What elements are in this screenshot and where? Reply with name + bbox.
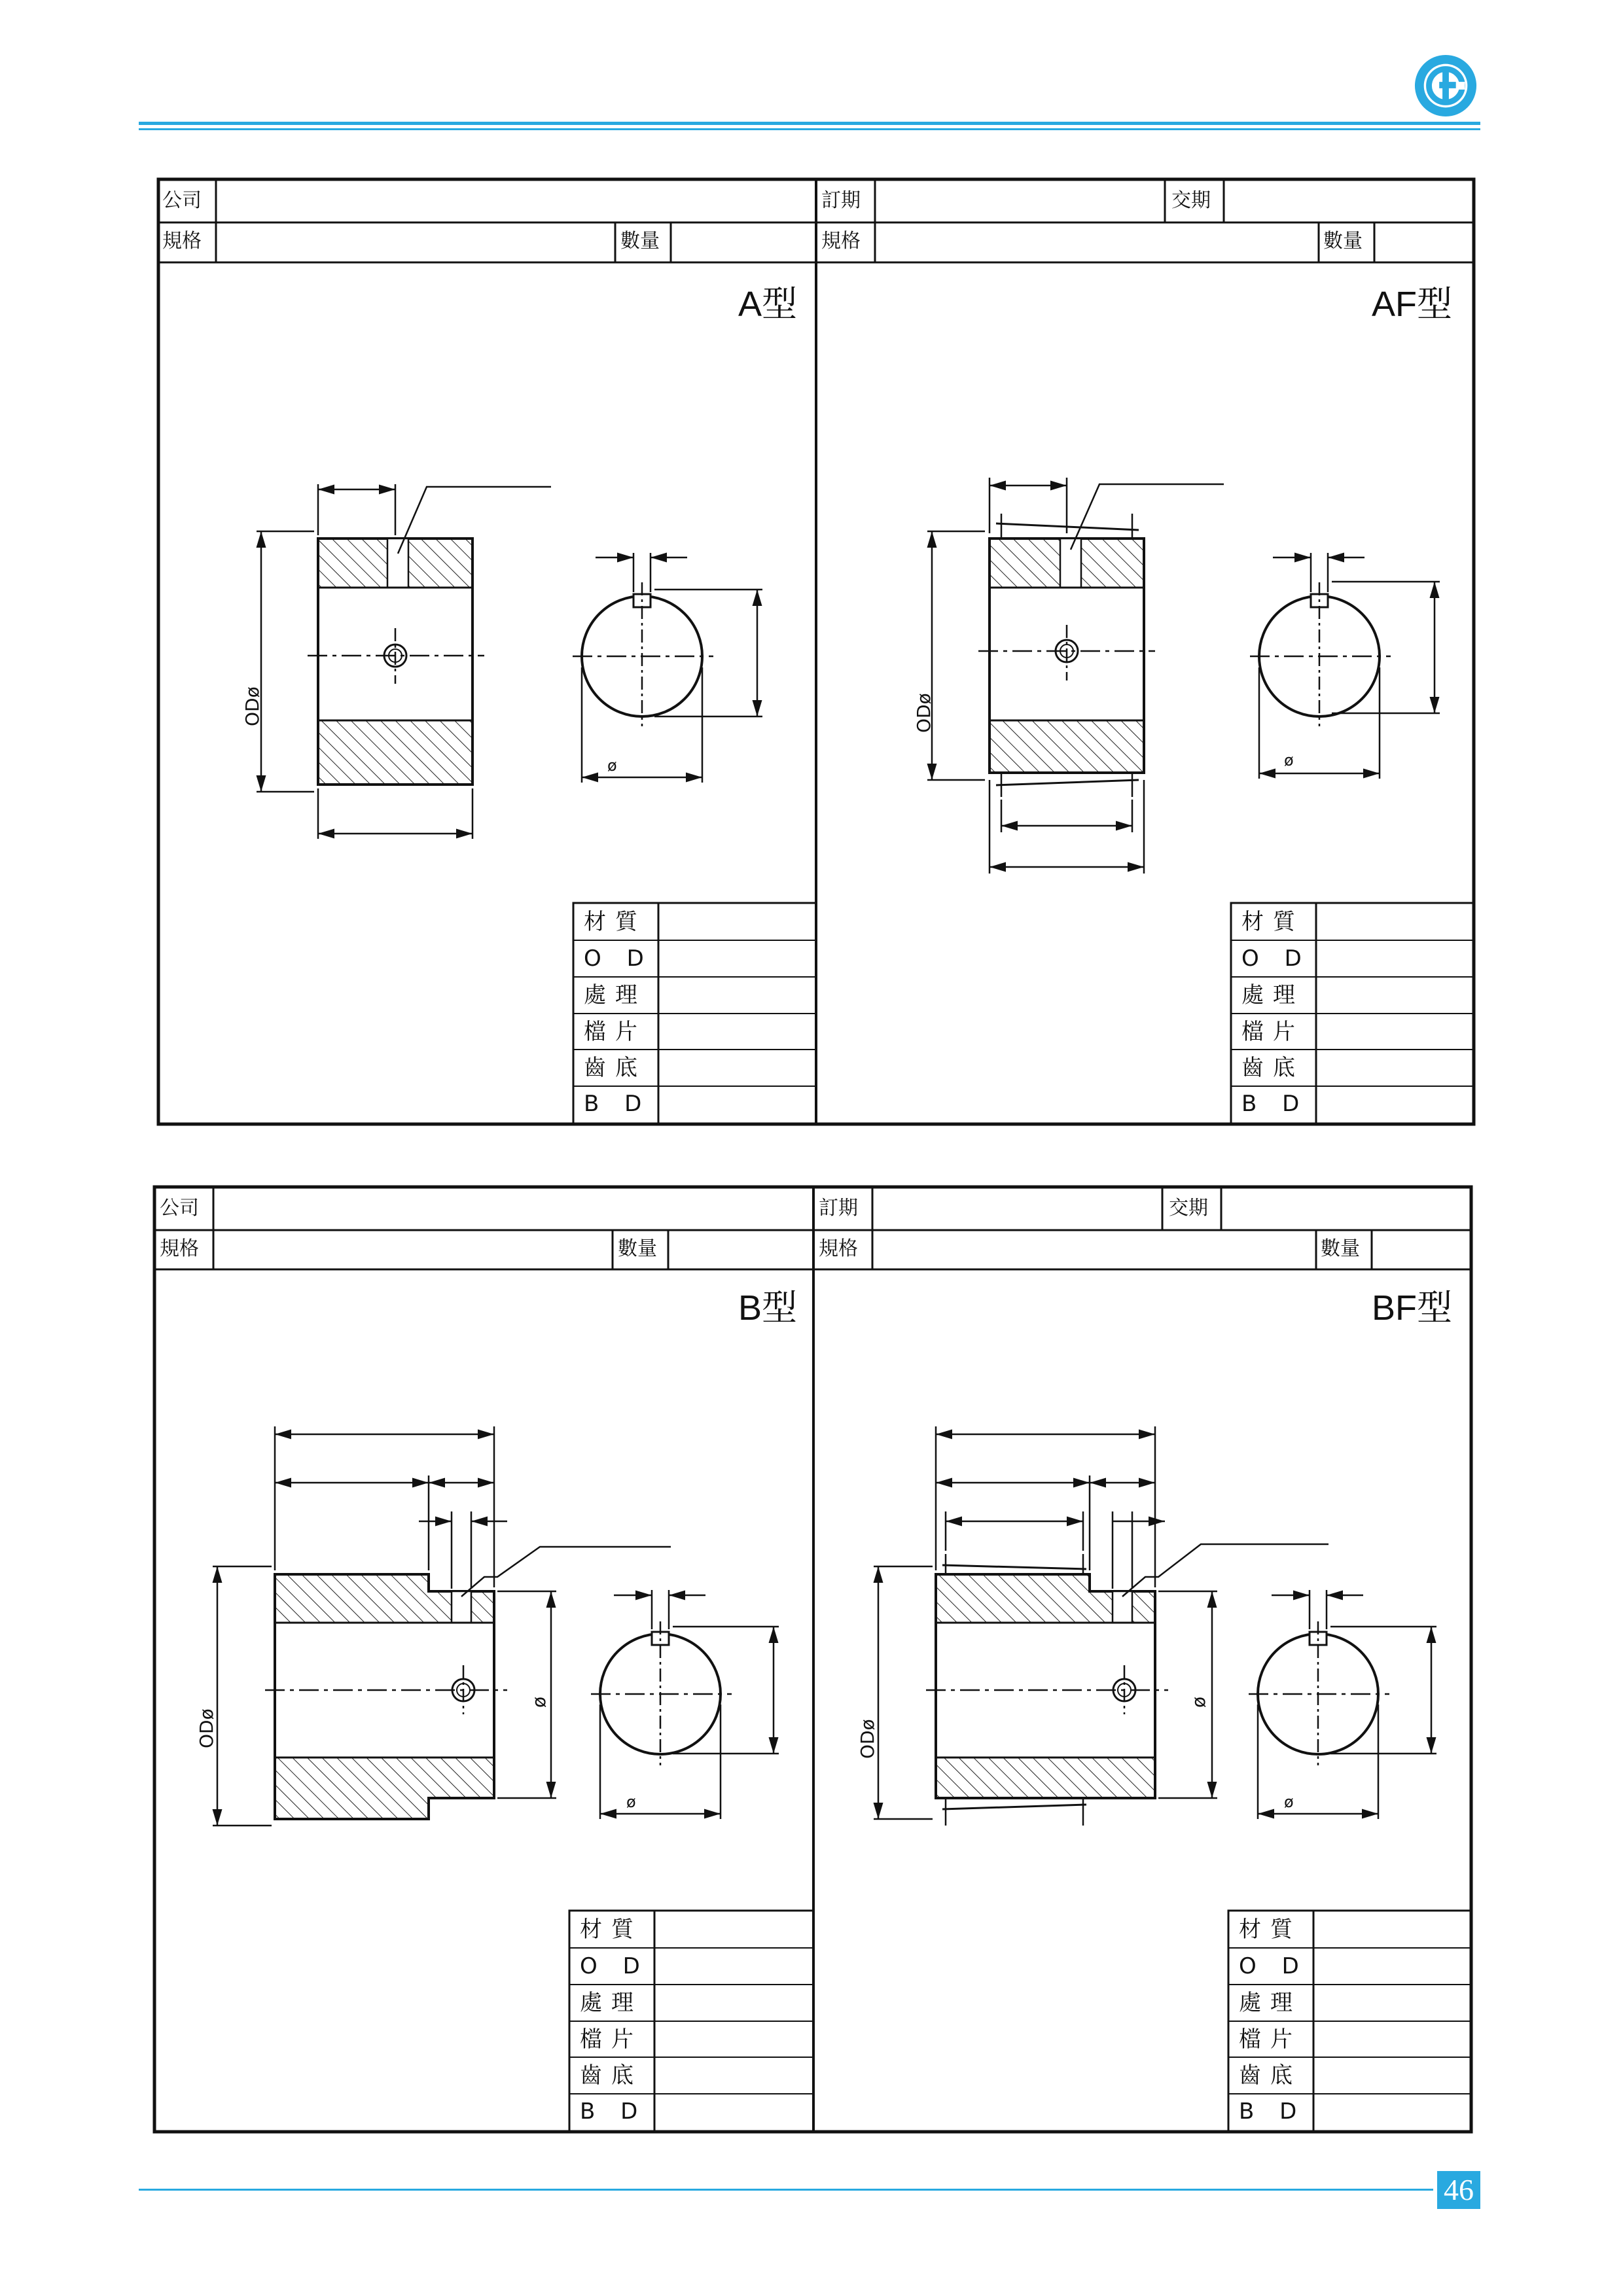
delivery-label: 交期 xyxy=(1171,189,1211,212)
delivery-label: 交期 xyxy=(1169,1197,1208,1220)
spec-tooth-root-label: 齒底 xyxy=(1241,1055,1304,1081)
qty-label: 數量 xyxy=(1321,1237,1360,1260)
bore-dimension-label: ø xyxy=(626,1793,636,1811)
spec-treatment-label: 處理 xyxy=(1239,1990,1302,2016)
qty-label: 數量 xyxy=(1323,230,1363,253)
spec-od-label: O D xyxy=(584,945,653,972)
spec-treatment-label: 處理 xyxy=(584,982,647,1008)
spec-flange-label: 檔片 xyxy=(580,2026,643,2053)
spec-label: 規格 xyxy=(160,1237,199,1260)
qty-label: 數量 xyxy=(618,1237,657,1260)
spec-material-label: 材質 xyxy=(580,1916,643,1943)
spec-bd-label: B D xyxy=(584,1091,651,1117)
hub-dimension-label: ø xyxy=(1188,1696,1209,1708)
bore-dimension-label: ø xyxy=(1284,751,1294,769)
af-type-drawing xyxy=(927,478,1440,874)
spec-material-label: 材質 xyxy=(1239,1916,1302,1943)
od-dimension-label: ODø xyxy=(913,693,935,733)
spec-bd-label: B D xyxy=(580,2098,647,2125)
spec-label: 規格 xyxy=(819,1237,858,1260)
company-label: 公司 xyxy=(160,1197,199,1220)
spec-material-label: 材質 xyxy=(584,909,647,935)
bore-dimension-label: ø xyxy=(1284,1793,1294,1811)
type-af-label: AF型 xyxy=(1372,285,1453,324)
spec-bd-label: B D xyxy=(1239,2098,1306,2125)
company-label: 公司 xyxy=(162,189,202,212)
od-dimension-label: ODø xyxy=(857,1719,878,1759)
spec-flange-label: 檔片 xyxy=(584,1019,647,1045)
spec-label: 規格 xyxy=(162,230,202,253)
type-a-label: A型 xyxy=(738,285,798,324)
spec-flange-label: 檔片 xyxy=(1239,2026,1302,2053)
spec-tooth-root-label: 齒底 xyxy=(1239,2062,1302,2089)
spec-label: 規格 xyxy=(821,230,861,253)
spec-bd-label: B D xyxy=(1241,1091,1309,1117)
spec-tooth-root-label: 齒底 xyxy=(584,1055,647,1081)
spec-material-label: 材質 xyxy=(1241,909,1304,935)
footer-rule xyxy=(139,2189,1433,2191)
od-dimension-label: ODø xyxy=(241,686,263,726)
od-dimension-label: ODø xyxy=(196,1708,217,1748)
b-type-drawing xyxy=(213,1426,779,1826)
page-number: 46 xyxy=(1437,2171,1480,2209)
bore-dimension-label: ø xyxy=(607,756,617,775)
spec-flange-label: 檔片 xyxy=(1241,1019,1304,1045)
spec-treatment-label: 處理 xyxy=(1241,982,1304,1008)
spec-tooth-root-label: 齒底 xyxy=(580,2062,643,2089)
hub-dimension-label: ø xyxy=(528,1696,550,1708)
order-date-label: 訂期 xyxy=(819,1197,858,1220)
spec-od-label: O D xyxy=(580,1953,649,1979)
qty-label: 數量 xyxy=(620,230,660,253)
type-b-label: B型 xyxy=(738,1288,798,1328)
spec-od-label: O D xyxy=(1241,945,1311,972)
spec-od-label: O D xyxy=(1239,1953,1308,1979)
bf-type-drawing xyxy=(874,1426,1436,1826)
spec-treatment-label: 處理 xyxy=(580,1990,643,2016)
a-type-drawing xyxy=(257,484,762,839)
type-bf-label: BF型 xyxy=(1372,1288,1453,1328)
order-date-label: 訂期 xyxy=(821,189,861,212)
